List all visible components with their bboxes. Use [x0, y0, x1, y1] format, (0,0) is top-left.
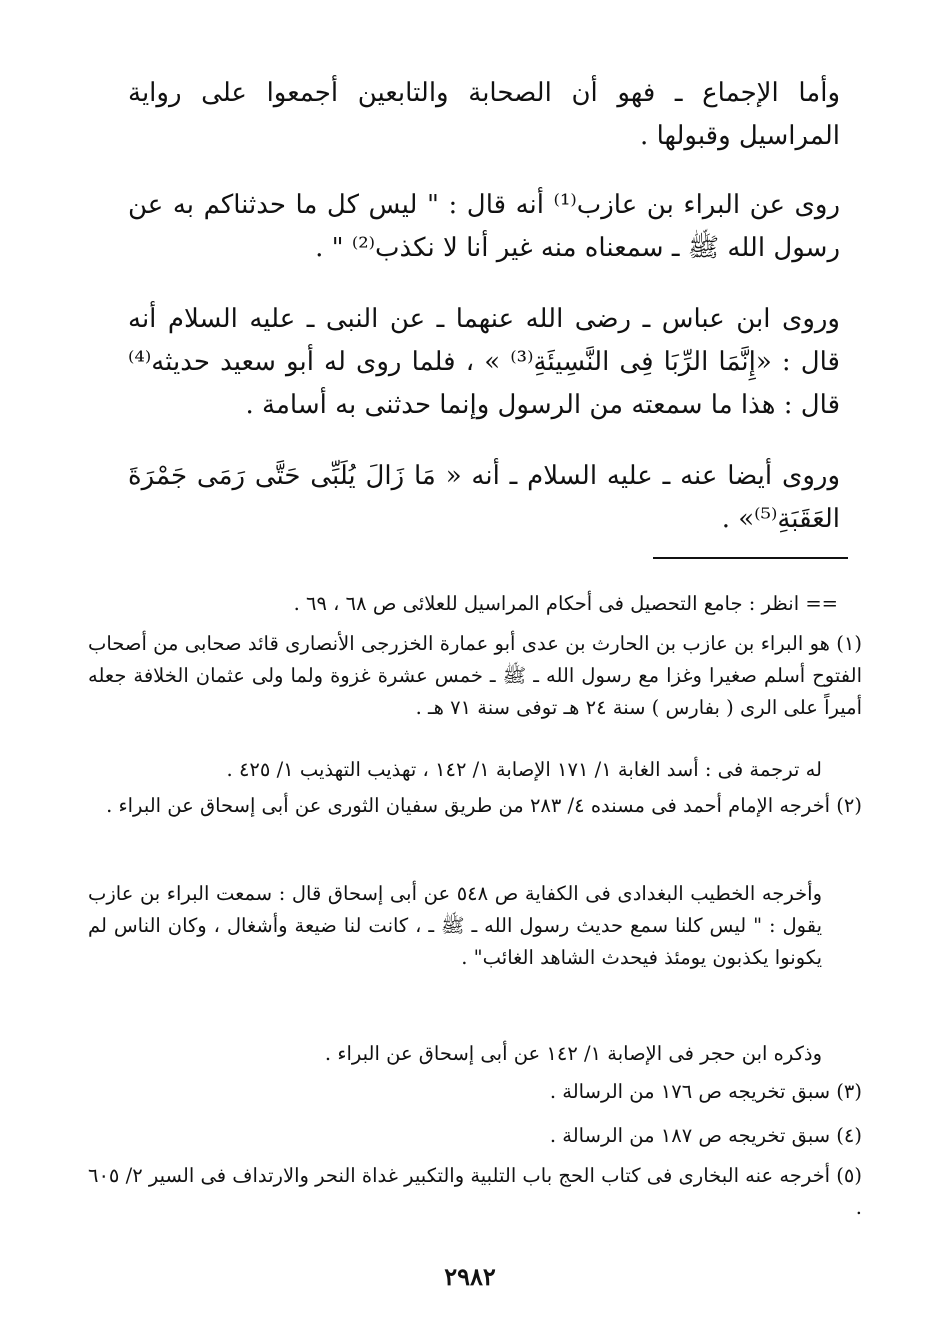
footnote-5: (٥) أخرجه عنه البخارى فى كتاب الحج باب التلبية والتكبير غداة النحر والارتداف فى السير ٢/ ٦٠٥ .: [87, 1164, 862, 1219]
footnote-1-references: له ترجمة فى : أسد الغابة ١/ ١٧١ الإصابة ١/ ١٤٢ ، تهذيب التهذيب ١/ ٤٢٥ .: [226, 758, 822, 781]
paragraph-talbiya-narration: وروى أيضا عنه ـ عليه السلام ـ أنه « مَا زَالَ يُلَبِّى حَتَّى رَمَى جَمْرَةَ العَقَبَةِ⁽⁵⁾» .: [128, 461, 840, 534]
page-number: ٢٩٨٢: [444, 1262, 496, 1291]
paragraph-bara-narration: روى عن البراء بن عازب⁽¹⁾ أنه قال : " ليس كل ما حدثناكم به عن رسول الله ﷺ ـ سمعناه منه غير أنا لا نكذب⁽²⁾ " .: [128, 190, 840, 263]
paragraph-ijma: وأما الإجماع ـ فهو أن الصحابة والتابعين أجمعوا على رواية المراسيل وقبولها .: [128, 78, 840, 151]
footnote-separator: [653, 557, 848, 559]
footnote-1: (١) هو البراء بن عازب بن الحارث بن عدى أبو عمارة الخزرجى الأنصارى قائد صحابى من أصحاب الفتوح أسلم صغيرا وغزا مع رسول الله ـ ﷺ ـ خمس عشرة غزوة ولما ولى عثمان الخلافة جعله أميراً على الرى ( بفارس ) سنة ٢٤ هـ توفى سنة ٧١ هـ .: [88, 632, 862, 719]
footnote-2-khatib: وأخرجه الخطيب البغدادى فى الكفاية ص ٥٤٨ عن أبى إسحاق قال : سمعت البراء بن عازب يقول : " ليس كلنا سمع حديث رسول الله ـ ﷺ ـ ، كانت لنا ضيعة وأشغال ، وكان الناس لم يكونوا يكذبون يومئذ فيحدث الشاهد الغائب" .: [88, 882, 822, 969]
paragraph-ibn-abbas-narration: وروى ابن عباس ـ رضى الله عنهما ـ عن النبى ـ عليه السلام أنه قال : «إِنَّمَا الرِّبَا فِى النَّسِيئَةِ⁽³⁾ » ، فلما روى له أبو سعيد حديثه⁽⁴⁾ قال : هذا ما سمعته من الرسول وإنما حدثنى به أسامة .: [128, 304, 840, 420]
footnote-4: (٤) سبق تخريجه ص ١٨٧ من الرسالة .: [549, 1124, 862, 1147]
footnote-2-ibn-hajar: وذكره ابن حجر فى الإصابة ١/ ١٤٢ عن أبى إسحاق عن البراء .: [324, 1042, 822, 1065]
footnote-2: (٢) أخرجه الإمام أحمد فى مسنده ٤/ ٢٨٣ من طريق سفيان الثورى عن أبى إسحاق عن البراء .: [106, 794, 862, 817]
footnote-continuation: == انظر : جامع التحصيل فى أحكام المراسيل للعلائى ص ٦٨ ، ٦٩ .: [293, 592, 838, 615]
footnote-3: (٣) سبق تخريجه ص ١٧٦ من الرسالة .: [549, 1080, 862, 1103]
